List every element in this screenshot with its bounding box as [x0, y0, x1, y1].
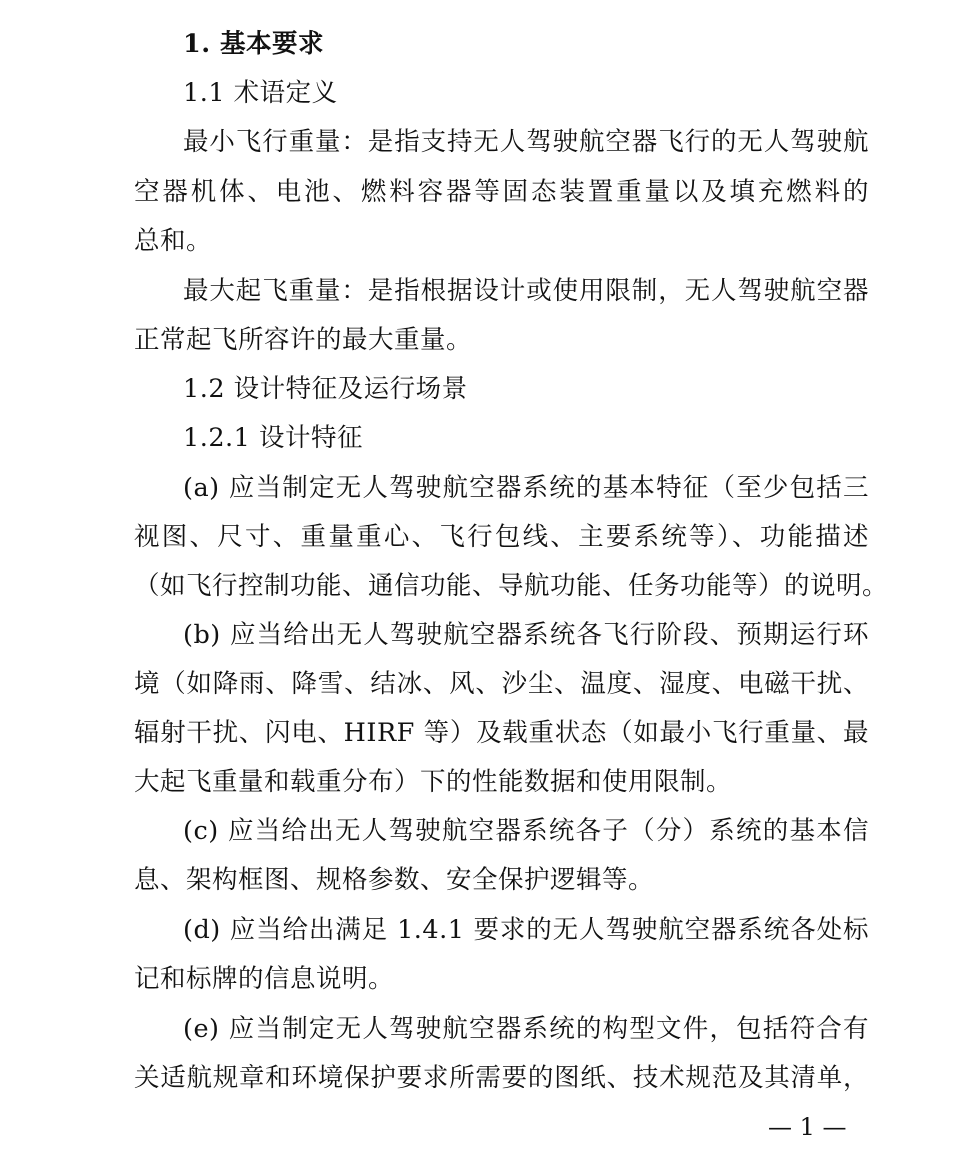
paragraph-min-flight-weight-line-1: 最小飞行重量：是指支持无人驾驶航空器飞行的无人驾驶航 — [183, 127, 869, 157]
item-b-line-3: 辐射干扰、闪电、HIRF 等）及载重状态（如最小飞行重量、最 — [134, 718, 869, 748]
item-c-line-1: (c) 应当给出无人驾驶航空器系统各子（分）系统的基本信 — [183, 816, 869, 846]
heading-design-features: 1.2.1 设计特征 — [183, 423, 363, 453]
item-a-line-2: 视图、尺寸、重量重心、飞行包线、主要系统等）、功能描述 — [134, 522, 869, 552]
item-a-line-1: (a) 应当制定无人驾驶航空器系统的基本特征（至少包括三 — [183, 473, 869, 503]
paragraph-max-takeoff-weight-line-2: 正常起飞所容许的最大重量。 — [134, 325, 473, 355]
paragraph-min-flight-weight-line-3: 总和。 — [134, 226, 213, 256]
heading-design-features-scenarios: 1.2 设计特征及运行场景 — [183, 374, 468, 404]
paragraph-max-takeoff-weight-line-1: 最大起飞重量：是指根据设计或使用限制，无人驾驶航空器 — [183, 276, 869, 306]
paragraph-min-flight-weight-line-2: 空器机体、电池、燃料容器等固态装置重量以及填充燃料的 — [134, 177, 869, 207]
item-b-line-2: 境（如降雨、降雪、结冰、风、沙尘、温度、湿度、电磁干扰、 — [134, 669, 869, 699]
item-d-line-2: 记和标牌的信息说明。 — [134, 964, 395, 994]
item-b-line-4: 大起飞重量和载重分布）下的性能数据和使用限制。 — [134, 767, 733, 797]
item-a-line-3: （如飞行控制功能、通信功能、导航功能、任务功能等）的说明。 — [134, 571, 889, 601]
heading-basic-requirements: 1. 基本要求 — [183, 29, 324, 59]
item-e-line-1: (e) 应当制定无人驾驶航空器系统的构型文件，包括符合有 — [183, 1014, 869, 1044]
item-d-line-1: (d) 应当给出满足 1.4.1 要求的无人驾驶航空器系统各处标 — [183, 915, 869, 945]
item-c-line-2: 息、架构框图、规格参数、安全保护逻辑等。 — [134, 865, 655, 895]
item-e-line-2: 关适航规章和环境保护要求所需要的图纸、技术规范及其清单， — [134, 1063, 869, 1093]
page-number: — 1 — — [768, 1113, 847, 1141]
item-b-line-1: (b) 应当给出无人驾驶航空器系统各飞行阶段、预期运行环 — [183, 620, 869, 650]
heading-terms-definitions: 1.1 术语定义 — [183, 78, 338, 108]
